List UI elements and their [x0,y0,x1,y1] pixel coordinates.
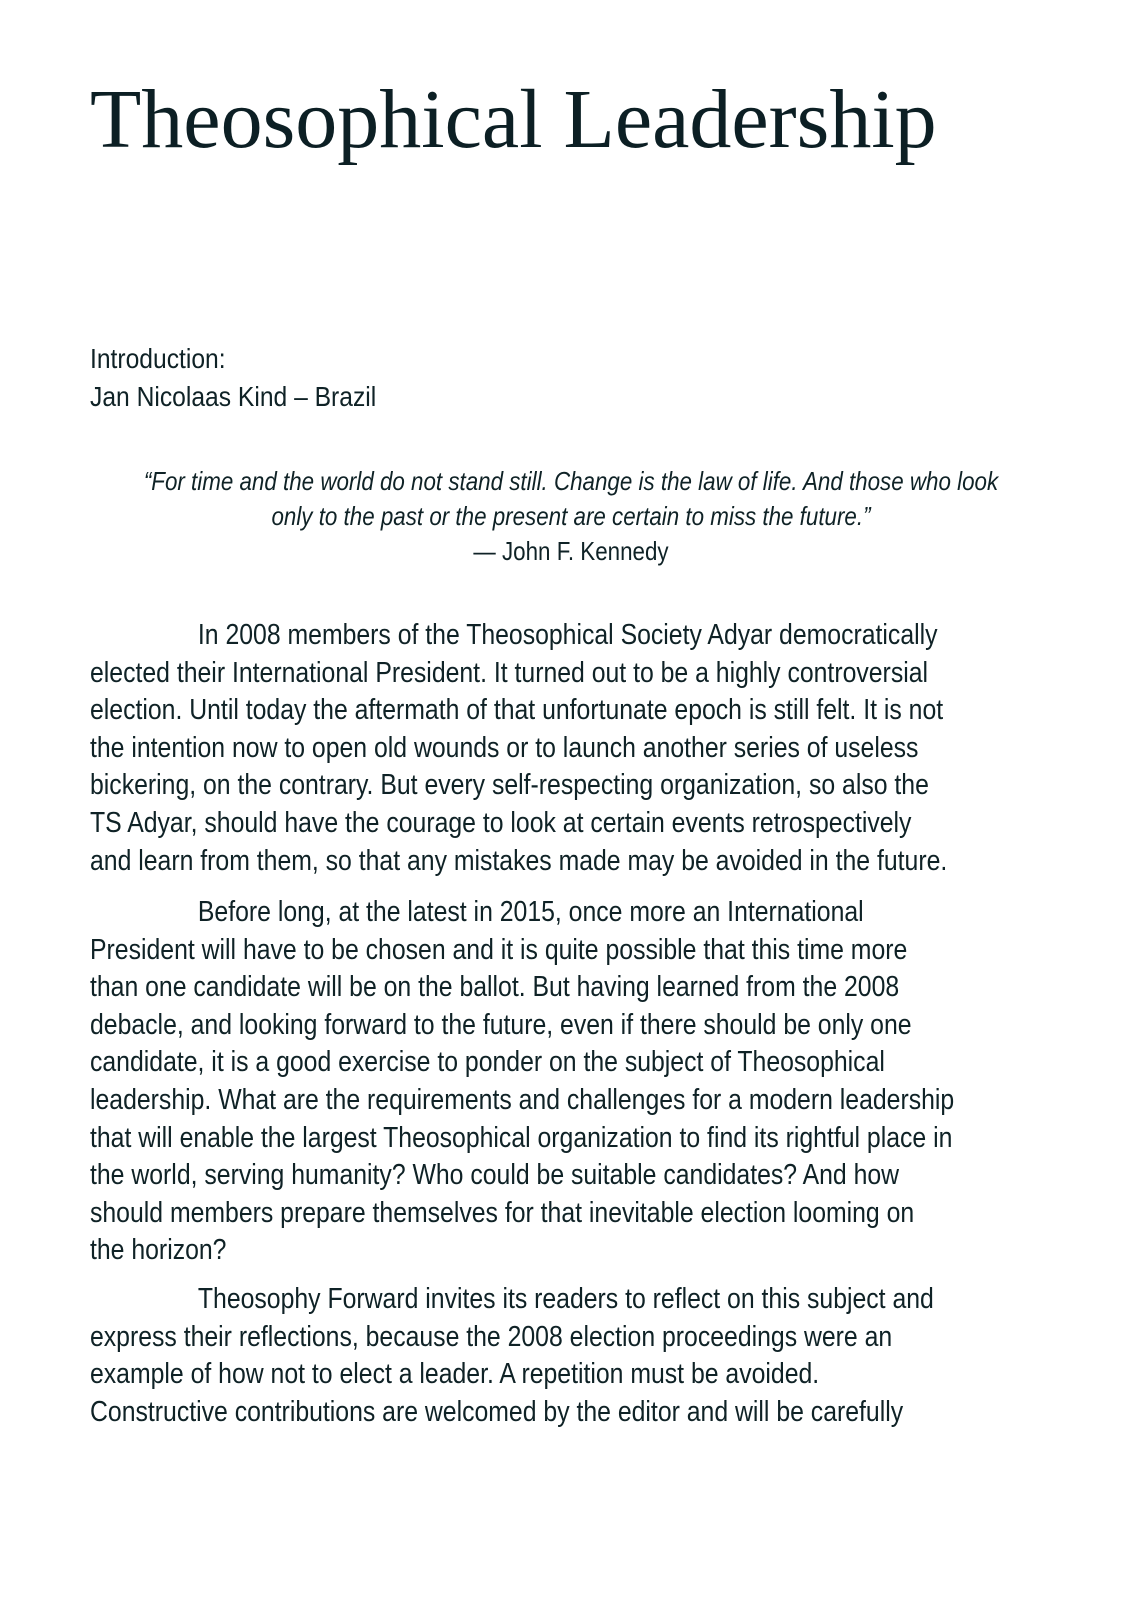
paragraph [90,894,1083,1270]
epigraph-line: only to the past or the present are certain to miss the future.” [271,501,871,531]
text-line: the world, serving humanity? Who could be suitable candidates? And how [90,1159,900,1192]
text-line: the intention now to open old wounds or to launch another series of useless [90,731,919,764]
intro-label: Introduction: [90,343,226,374]
text-line: and learn from them, so that any mistakes made may be avoided in the future. [90,844,948,877]
epigraph-attribution: — John F. Kennedy [473,536,669,566]
text-line: TS Adyar, should have the courage to look at certain events retrospectively [90,806,912,839]
page-title: Theosophical Leadership [90,73,937,166]
text-line: candidate, it is a good exercise to ponder on the subject of Theosophical [90,1046,885,1079]
text-line: should members prepare themselves for that inevitable election looming on [90,1196,915,1229]
text-line: than one candidate will be on the ballot. But having learned from the 2008 [90,971,900,1004]
text-line: Constructive contributions are welcomed by the editor and will be carefully [90,1395,904,1428]
text-line: In 2008 members of the Theosophical Society Adyar democratically [197,619,938,651]
text-line: President will have to be chosen and it is quite possible that this time more [90,933,908,966]
text-line: bickering, on the contrary. But every self-respecting organization, so also the [90,769,929,802]
author-line: Jan Nicolaas Kind – Brazil [90,381,377,412]
text-line: leadership. What are the requirements and challenges for a modern leadership [90,1083,955,1116]
epigraph [60,464,1082,569]
text-line: that will enable the largest Theosophical organization to find its rightful place in [90,1121,953,1154]
text-line: express their reflections, because the 2008 election proceedings were an [90,1320,893,1353]
text-line: election. Until today the aftermath of that unfortunate epoch is still felt. It is not [90,694,944,727]
text-line: Theosophy Forward invites its readers to reflect on this subject and [197,1283,934,1315]
epigraph-line: “For time and the world do not stand still. Change is the law of life. And those who look [143,466,999,496]
text-line: debacle, and looking forward to the future, even if there should be only one [90,1008,912,1041]
text-line: example of how not to elect a leader. A repetition must be avoided. [90,1358,820,1391]
paragraph [90,617,1075,880]
paragraph [90,1281,1060,1431]
text-line: elected their International President. It turned out to be a highly controversial [90,656,929,689]
text-line: Before long, at the latest in 2015, once more an International [197,896,864,928]
intro-block [90,340,376,416]
text-line: the horizon? [90,1234,227,1267]
